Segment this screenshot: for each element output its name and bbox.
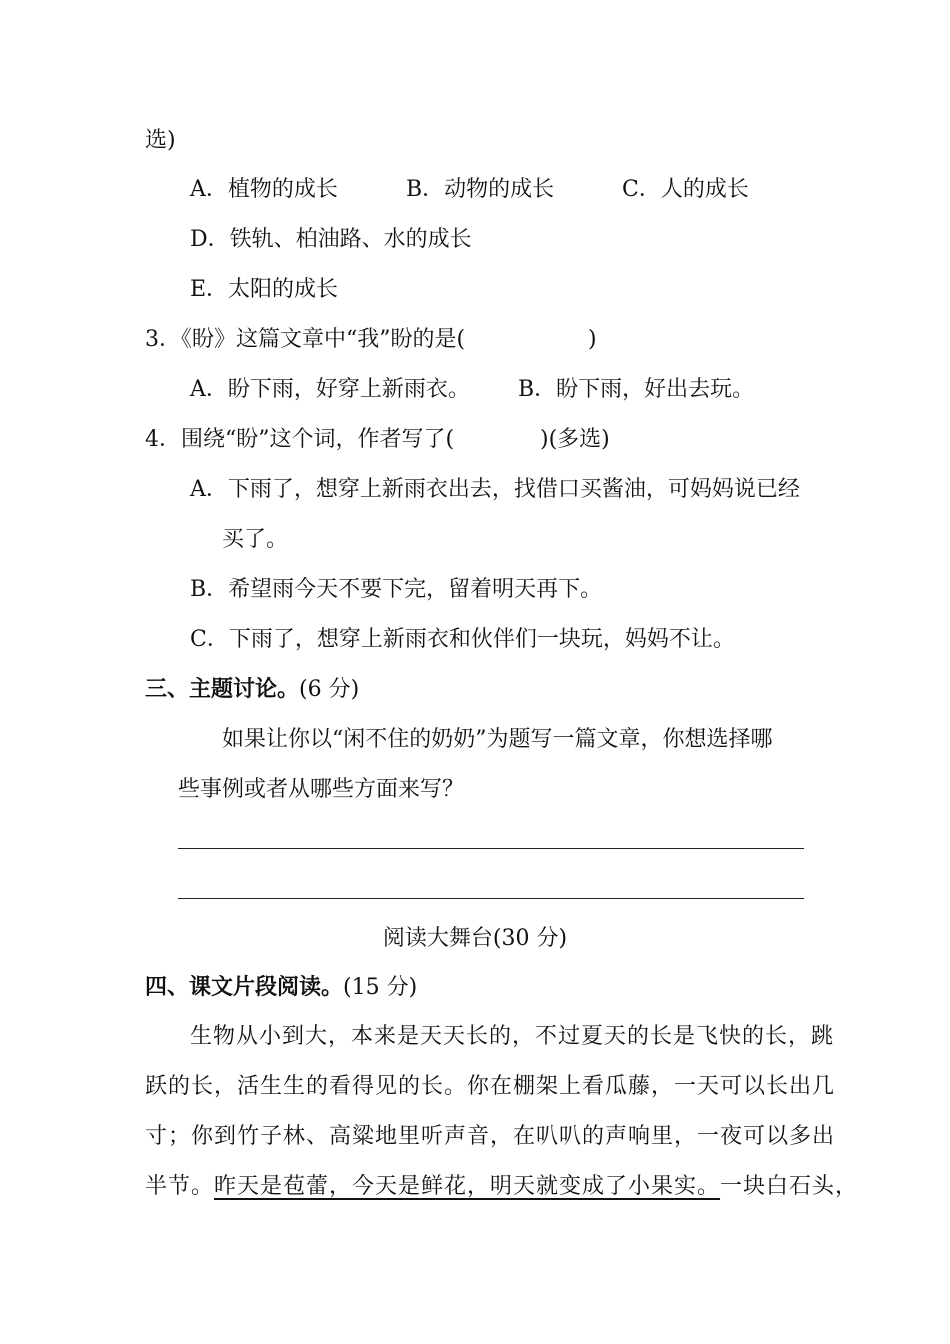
answer-line-1[interactable] — [178, 848, 804, 849]
passage-line-4 — [145, 1172, 858, 1202]
q3-option-a[interactable]: A．盼下雨，好穿上新雨衣。 — [190, 377, 470, 402]
q3-stem: 3．《盼》这篇文章中“我”盼的是( — [145, 327, 466, 352]
answer-line-2[interactable] — [178, 898, 804, 899]
section4-title: 四、课文片段阅读。 — [145, 975, 344, 1000]
section3-prompt-line1: 如果让你以“闲不住的奶奶”为题写一篇文章，你想选择哪 — [222, 727, 773, 752]
section3-title: 三、主题讨论。 — [145, 677, 300, 702]
q4-answer-close: )(多选) — [540, 427, 610, 452]
section3-prompt-line2: 些事例或者从哪些方面来写？ — [178, 777, 465, 802]
q3-option-b[interactable]: B．盼下雨，好出去玩。 — [518, 377, 755, 402]
q4-option-c[interactable]: C．下雨了，想穿上新雨衣和伙伴们一块玩，妈妈不让。 — [190, 627, 735, 652]
reading-stage-title: 阅读大舞台(30 分) — [382, 926, 568, 951]
underlined-sentence: 昨天是苞蕾，今天是鲜花，明天就变成了小果实。 — [214, 1174, 721, 1199]
q2-option-c[interactable]: C．人的成长 — [622, 177, 749, 202]
passage-line-3: 寸；你到竹子林、高粱地里听声音，在叭叭的声响里，一夜可以多出 — [145, 1124, 836, 1149]
q3-answer-close: ) — [588, 327, 597, 352]
q2-option-d[interactable]: D．铁轨、柏油路、水的成长 — [190, 227, 472, 252]
passage-line-4-start: 半节。 — [145, 1174, 215, 1199]
section3-points: (6 分) — [299, 677, 360, 702]
section4-points: (15 分) — [343, 975, 418, 1000]
passage-line-1: 生物从小到大，本来是天天长的，不过夏天的长是飞快的长，跳 — [190, 1024, 835, 1049]
q2-option-a[interactable]: A．植物的成长 — [190, 177, 338, 202]
passage-line-4-end: 一块白石头， — [720, 1174, 859, 1199]
q4-option-a-continuation: 买了。 — [222, 527, 289, 552]
passage-line-2: 跃的长，活生生的看得见的长。你在棚架上看瓜藤，一天可以长出几 — [145, 1074, 836, 1099]
section4-heading — [145, 973, 417, 1003]
q2-option-e[interactable]: E．太阳的成长 — [190, 277, 339, 302]
q2-option-b[interactable]: B．动物的成长 — [406, 177, 555, 202]
section3-heading — [145, 675, 359, 705]
q4-stem: 4．围绕“盼”这个词，作者写了( — [145, 427, 455, 452]
q4-option-a[interactable]: A．下雨了，想穿上新雨衣出去，找借口买酱油，可妈妈说已经 — [190, 477, 800, 502]
q4-option-b[interactable]: B．希望雨今天不要下完，留着明天再下。 — [190, 577, 603, 602]
q2-stem-tail: 选) — [145, 128, 176, 153]
